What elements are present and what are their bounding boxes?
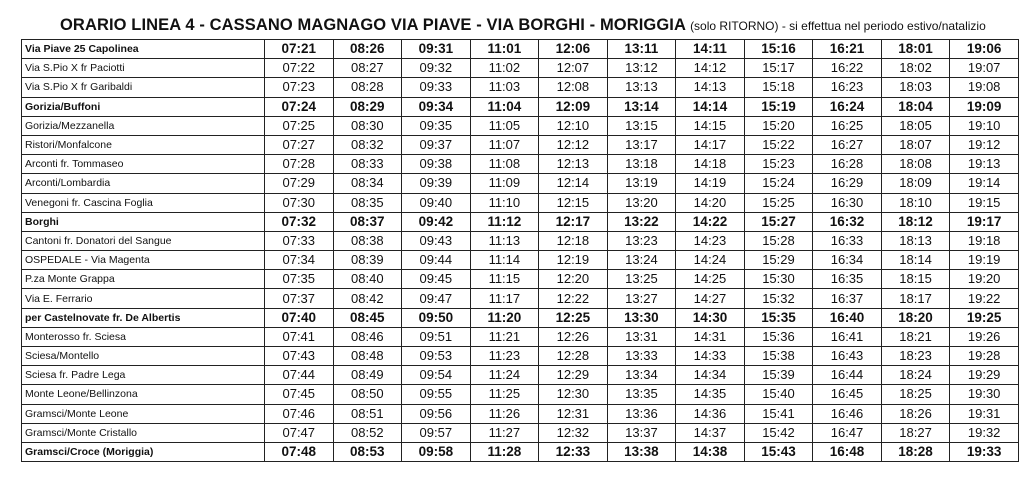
time-cell: 18:09 <box>881 174 950 193</box>
time-cell: 14:18 <box>676 155 745 174</box>
table-row <box>22 347 1019 366</box>
time-cell: 14:19 <box>676 174 745 193</box>
time-cell: 14:24 <box>676 251 745 270</box>
time-cell: 19:30 <box>950 385 1019 404</box>
time-cell: 13:33 <box>607 347 676 366</box>
time-cell: 12:09 <box>539 97 608 116</box>
time-cell: 19:18 <box>950 231 1019 250</box>
time-cell: 14:23 <box>676 231 745 250</box>
time-cell: 09:37 <box>402 135 471 154</box>
time-cell: 12:28 <box>539 347 608 366</box>
time-cell: 18:01 <box>881 40 950 59</box>
time-cell: 19:07 <box>950 59 1019 78</box>
time-cell: 09:45 <box>402 270 471 289</box>
time-cell: 14:12 <box>676 59 745 78</box>
stop-name-cell: Via S.Pio X fr Garibaldi <box>22 78 265 97</box>
time-cell: 19:20 <box>950 270 1019 289</box>
time-cell: 07:30 <box>265 193 334 212</box>
table-row <box>22 366 1019 385</box>
table-row <box>22 442 1019 461</box>
time-cell: 14:37 <box>676 423 745 442</box>
time-cell: 08:42 <box>333 289 402 308</box>
time-cell: 15:19 <box>744 97 813 116</box>
stop-name-cell: Via Piave 25 Capolinea <box>22 40 265 59</box>
time-cell: 08:26 <box>333 40 402 59</box>
time-cell: 13:24 <box>607 251 676 270</box>
time-cell: 16:27 <box>813 135 882 154</box>
stop-name-cell: Monte Leone/Bellinzona <box>22 385 265 404</box>
table-row <box>22 135 1019 154</box>
time-cell: 13:18 <box>607 155 676 174</box>
time-cell: 16:23 <box>813 78 882 97</box>
stop-name-cell: Gramsci/Monte Leone <box>22 404 265 423</box>
timetable <box>21 39 1019 462</box>
stop-name-cell: Ristori/Monfalcone <box>22 135 265 154</box>
time-cell: 13:14 <box>607 97 676 116</box>
time-cell: 14:30 <box>676 308 745 327</box>
table-row <box>22 59 1019 78</box>
time-cell: 16:37 <box>813 289 882 308</box>
time-cell: 09:42 <box>402 212 471 231</box>
time-cell: 12:12 <box>539 135 608 154</box>
time-cell: 13:38 <box>607 442 676 461</box>
time-cell: 09:40 <box>402 193 471 212</box>
time-cell: 14:38 <box>676 442 745 461</box>
time-cell: 16:46 <box>813 404 882 423</box>
time-cell: 12:22 <box>539 289 608 308</box>
time-cell: 19:32 <box>950 423 1019 442</box>
time-cell: 07:45 <box>265 385 334 404</box>
time-cell: 13:17 <box>607 135 676 154</box>
time-cell: 08:33 <box>333 155 402 174</box>
time-cell: 13:12 <box>607 59 676 78</box>
time-cell: 14:11 <box>676 40 745 59</box>
time-cell: 09:39 <box>402 174 471 193</box>
stop-name-cell: Gorizia/Mezzanella <box>22 116 265 135</box>
table-row <box>22 385 1019 404</box>
time-cell: 11:14 <box>470 251 539 270</box>
time-cell: 16:43 <box>813 347 882 366</box>
time-cell: 12:10 <box>539 116 608 135</box>
time-cell: 13:22 <box>607 212 676 231</box>
time-cell: 11:15 <box>470 270 539 289</box>
table-row <box>22 174 1019 193</box>
time-cell: 15:42 <box>744 423 813 442</box>
time-cell: 11:02 <box>470 59 539 78</box>
time-cell: 15:20 <box>744 116 813 135</box>
time-cell: 18:05 <box>881 116 950 135</box>
table-row <box>22 270 1019 289</box>
table-row <box>22 212 1019 231</box>
time-cell: 18:07 <box>881 135 950 154</box>
time-cell: 12:13 <box>539 155 608 174</box>
time-cell: 16:44 <box>813 366 882 385</box>
stop-name-cell: Arconti fr. Tommaseo <box>22 155 265 174</box>
time-cell: 13:25 <box>607 270 676 289</box>
time-cell: 19:25 <box>950 308 1019 327</box>
time-cell: 07:43 <box>265 347 334 366</box>
time-cell: 07:25 <box>265 116 334 135</box>
time-cell: 08:29 <box>333 97 402 116</box>
timetable-body <box>22 40 1019 462</box>
table-row <box>22 155 1019 174</box>
time-cell: 18:27 <box>881 423 950 442</box>
time-cell: 07:48 <box>265 442 334 461</box>
time-cell: 07:22 <box>265 59 334 78</box>
time-cell: 18:12 <box>881 212 950 231</box>
stop-name-cell: Gramsci/Monte Cristallo <box>22 423 265 442</box>
time-cell: 14:35 <box>676 385 745 404</box>
time-cell: 07:44 <box>265 366 334 385</box>
time-cell: 11:03 <box>470 78 539 97</box>
time-cell: 19:10 <box>950 116 1019 135</box>
time-cell: 08:49 <box>333 366 402 385</box>
time-cell: 14:36 <box>676 404 745 423</box>
time-cell: 15:38 <box>744 347 813 366</box>
time-cell: 12:06 <box>539 40 608 59</box>
time-cell: 15:29 <box>744 251 813 270</box>
time-cell: 19:08 <box>950 78 1019 97</box>
time-cell: 11:10 <box>470 193 539 212</box>
time-cell: 08:38 <box>333 231 402 250</box>
time-cell: 14:22 <box>676 212 745 231</box>
time-cell: 18:08 <box>881 155 950 174</box>
time-cell: 15:43 <box>744 442 813 461</box>
stop-name-cell: Via S.Pio X fr Paciotti <box>22 59 265 78</box>
time-cell: 19:33 <box>950 442 1019 461</box>
time-cell: 18:15 <box>881 270 950 289</box>
time-cell: 19:19 <box>950 251 1019 270</box>
time-cell: 12:29 <box>539 366 608 385</box>
stop-name-cell: Borghi <box>22 212 265 231</box>
time-cell: 15:23 <box>744 155 813 174</box>
time-cell: 09:38 <box>402 155 471 174</box>
time-cell: 19:14 <box>950 174 1019 193</box>
time-cell: 15:28 <box>744 231 813 250</box>
page-title <box>60 16 1020 38</box>
time-cell: 15:16 <box>744 40 813 59</box>
time-cell: 16:28 <box>813 155 882 174</box>
time-cell: 19:15 <box>950 193 1019 212</box>
time-cell: 11:20 <box>470 308 539 327</box>
time-cell: 08:53 <box>333 442 402 461</box>
table-row <box>22 251 1019 270</box>
time-cell: 07:28 <box>265 155 334 174</box>
table-row <box>22 231 1019 250</box>
time-cell: 19:13 <box>950 155 1019 174</box>
time-cell: 18:10 <box>881 193 950 212</box>
time-cell: 08:51 <box>333 404 402 423</box>
time-cell: 07:24 <box>265 97 334 116</box>
time-cell: 12:32 <box>539 423 608 442</box>
time-cell: 13:31 <box>607 327 676 346</box>
time-cell: 07:33 <box>265 231 334 250</box>
time-cell: 09:57 <box>402 423 471 442</box>
time-cell: 18:13 <box>881 231 950 250</box>
time-cell: 08:46 <box>333 327 402 346</box>
table-row <box>22 116 1019 135</box>
time-cell: 14:34 <box>676 366 745 385</box>
time-cell: 08:34 <box>333 174 402 193</box>
time-cell: 07:47 <box>265 423 334 442</box>
time-cell: 16:22 <box>813 59 882 78</box>
time-cell: 16:24 <box>813 97 882 116</box>
time-cell: 09:31 <box>402 40 471 59</box>
time-cell: 11:24 <box>470 366 539 385</box>
time-cell: 14:20 <box>676 193 745 212</box>
time-cell: 11:01 <box>470 40 539 59</box>
time-cell: 16:45 <box>813 385 882 404</box>
table-row <box>22 40 1019 59</box>
time-cell: 16:32 <box>813 212 882 231</box>
time-cell: 08:52 <box>333 423 402 442</box>
time-cell: 11:27 <box>470 423 539 442</box>
time-cell: 11:26 <box>470 404 539 423</box>
time-cell: 19:22 <box>950 289 1019 308</box>
time-cell: 08:35 <box>333 193 402 212</box>
time-cell: 13:23 <box>607 231 676 250</box>
time-cell: 16:33 <box>813 231 882 250</box>
time-cell: 11:05 <box>470 116 539 135</box>
time-cell: 18:02 <box>881 59 950 78</box>
time-cell: 12:30 <box>539 385 608 404</box>
time-cell: 11:04 <box>470 97 539 116</box>
time-cell: 12:15 <box>539 193 608 212</box>
time-cell: 11:28 <box>470 442 539 461</box>
table-row <box>22 308 1019 327</box>
time-cell: 11:23 <box>470 347 539 366</box>
time-cell: 08:45 <box>333 308 402 327</box>
time-cell: 12:20 <box>539 270 608 289</box>
time-cell: 14:31 <box>676 327 745 346</box>
time-cell: 12:14 <box>539 174 608 193</box>
time-cell: 09:47 <box>402 289 471 308</box>
stop-name-cell: Venegoni fr. Cascina Foglia <box>22 193 265 212</box>
time-cell: 11:09 <box>470 174 539 193</box>
stop-name-cell: Sciesa/Montello <box>22 347 265 366</box>
time-cell: 14:15 <box>676 116 745 135</box>
time-cell: 18:04 <box>881 97 950 116</box>
time-cell: 07:41 <box>265 327 334 346</box>
table-row <box>22 97 1019 116</box>
time-cell: 19:09 <box>950 97 1019 116</box>
time-cell: 08:28 <box>333 78 402 97</box>
time-cell: 07:21 <box>265 40 334 59</box>
time-cell: 19:26 <box>950 327 1019 346</box>
time-cell: 15:17 <box>744 59 813 78</box>
time-cell: 11:13 <box>470 231 539 250</box>
time-cell: 15:22 <box>744 135 813 154</box>
time-cell: 19:17 <box>950 212 1019 231</box>
time-cell: 09:58 <box>402 442 471 461</box>
time-cell: 18:23 <box>881 347 950 366</box>
table-row <box>22 423 1019 442</box>
time-cell: 13:11 <box>607 40 676 59</box>
time-cell: 07:32 <box>265 212 334 231</box>
time-cell: 07:46 <box>265 404 334 423</box>
time-cell: 16:21 <box>813 40 882 59</box>
stop-name-cell: OSPEDALE - Via Magenta <box>22 251 265 270</box>
time-cell: 13:35 <box>607 385 676 404</box>
stop-name-cell: Cantoni fr. Donatori del Sangue <box>22 231 265 250</box>
stop-name-cell: Sciesa fr. Padre Lega <box>22 366 265 385</box>
time-cell: 12:08 <box>539 78 608 97</box>
stop-name-cell: per Castelnovate fr. De Albertis <box>22 308 265 327</box>
time-cell: 15:24 <box>744 174 813 193</box>
time-cell: 19:28 <box>950 347 1019 366</box>
time-cell: 15:41 <box>744 404 813 423</box>
time-cell: 13:37 <box>607 423 676 442</box>
time-cell: 18:28 <box>881 442 950 461</box>
stop-name-cell: Monterosso fr. Sciesa <box>22 327 265 346</box>
time-cell: 19:29 <box>950 366 1019 385</box>
time-cell: 08:39 <box>333 251 402 270</box>
time-cell: 16:40 <box>813 308 882 327</box>
title-main: ORARIO LINEA 4 - CASSANO MAGNAGO VIA PIAVE - VIA BORGHI - MORIGGIA <box>60 16 686 34</box>
time-cell: 15:35 <box>744 308 813 327</box>
time-cell: 09:51 <box>402 327 471 346</box>
time-cell: 09:33 <box>402 78 471 97</box>
time-cell: 12:25 <box>539 308 608 327</box>
table-row <box>22 404 1019 423</box>
time-cell: 13:15 <box>607 116 676 135</box>
time-cell: 16:25 <box>813 116 882 135</box>
time-cell: 18:25 <box>881 385 950 404</box>
time-cell: 18:17 <box>881 289 950 308</box>
time-cell: 13:20 <box>607 193 676 212</box>
time-cell: 13:27 <box>607 289 676 308</box>
time-cell: 15:18 <box>744 78 813 97</box>
time-cell: 16:35 <box>813 270 882 289</box>
table-row <box>22 78 1019 97</box>
time-cell: 08:48 <box>333 347 402 366</box>
time-cell: 14:27 <box>676 289 745 308</box>
time-cell: 12:18 <box>539 231 608 250</box>
time-cell: 19:06 <box>950 40 1019 59</box>
table-row <box>22 193 1019 212</box>
time-cell: 15:36 <box>744 327 813 346</box>
time-cell: 13:13 <box>607 78 676 97</box>
time-cell: 16:48 <box>813 442 882 461</box>
time-cell: 07:27 <box>265 135 334 154</box>
table-row <box>22 289 1019 308</box>
time-cell: 14:13 <box>676 78 745 97</box>
time-cell: 08:37 <box>333 212 402 231</box>
time-cell: 14:33 <box>676 347 745 366</box>
time-cell: 19:31 <box>950 404 1019 423</box>
time-cell: 12:26 <box>539 327 608 346</box>
time-cell: 09:44 <box>402 251 471 270</box>
time-cell: 15:27 <box>744 212 813 231</box>
time-cell: 15:40 <box>744 385 813 404</box>
time-cell: 12:07 <box>539 59 608 78</box>
time-cell: 09:34 <box>402 97 471 116</box>
time-cell: 15:25 <box>744 193 813 212</box>
time-cell: 11:07 <box>470 135 539 154</box>
time-cell: 14:25 <box>676 270 745 289</box>
time-cell: 18:14 <box>881 251 950 270</box>
time-cell: 07:35 <box>265 270 334 289</box>
time-cell: 13:19 <box>607 174 676 193</box>
time-cell: 18:24 <box>881 366 950 385</box>
time-cell: 16:29 <box>813 174 882 193</box>
time-cell: 16:47 <box>813 423 882 442</box>
time-cell: 13:36 <box>607 404 676 423</box>
time-cell: 09:35 <box>402 116 471 135</box>
stop-name-cell: Gorizia/Buffoni <box>22 97 265 116</box>
time-cell: 12:31 <box>539 404 608 423</box>
stop-name-cell: Via E. Ferrario <box>22 289 265 308</box>
time-cell: 12:19 <box>539 251 608 270</box>
time-cell: 09:54 <box>402 366 471 385</box>
time-cell: 15:32 <box>744 289 813 308</box>
time-cell: 13:34 <box>607 366 676 385</box>
time-cell: 08:27 <box>333 59 402 78</box>
time-cell: 18:21 <box>881 327 950 346</box>
time-cell: 16:34 <box>813 251 882 270</box>
stop-name-cell: P.za Monte Grappa <box>22 270 265 289</box>
time-cell: 13:30 <box>607 308 676 327</box>
time-cell: 12:33 <box>539 442 608 461</box>
time-cell: 19:12 <box>950 135 1019 154</box>
stop-name-cell: Gramsci/Croce (Moriggia) <box>22 442 265 461</box>
time-cell: 15:39 <box>744 366 813 385</box>
time-cell: 12:17 <box>539 212 608 231</box>
time-cell: 11:12 <box>470 212 539 231</box>
time-cell: 07:37 <box>265 289 334 308</box>
time-cell: 07:34 <box>265 251 334 270</box>
title-note: (solo RITORNO) - si effettua nel periodo estivo/natalizio <box>690 19 986 33</box>
time-cell: 08:32 <box>333 135 402 154</box>
time-cell: 07:29 <box>265 174 334 193</box>
time-cell: 18:20 <box>881 308 950 327</box>
time-cell: 11:21 <box>470 327 539 346</box>
time-cell: 14:17 <box>676 135 745 154</box>
time-cell: 07:23 <box>265 78 334 97</box>
time-cell: 09:53 <box>402 347 471 366</box>
time-cell: 16:41 <box>813 327 882 346</box>
time-cell: 11:25 <box>470 385 539 404</box>
time-cell: 08:50 <box>333 385 402 404</box>
time-cell: 07:40 <box>265 308 334 327</box>
time-cell: 09:56 <box>402 404 471 423</box>
time-cell: 18:26 <box>881 404 950 423</box>
table-row <box>22 327 1019 346</box>
time-cell: 09:50 <box>402 308 471 327</box>
time-cell: 15:30 <box>744 270 813 289</box>
time-cell: 11:08 <box>470 155 539 174</box>
time-cell: 14:14 <box>676 97 745 116</box>
stop-name-cell: Arconti/Lombardia <box>22 174 265 193</box>
time-cell: 09:55 <box>402 385 471 404</box>
time-cell: 09:43 <box>402 231 471 250</box>
time-cell: 16:30 <box>813 193 882 212</box>
time-cell: 08:40 <box>333 270 402 289</box>
time-cell: 11:17 <box>470 289 539 308</box>
time-cell: 09:32 <box>402 59 471 78</box>
time-cell: 08:30 <box>333 116 402 135</box>
time-cell: 18:03 <box>881 78 950 97</box>
